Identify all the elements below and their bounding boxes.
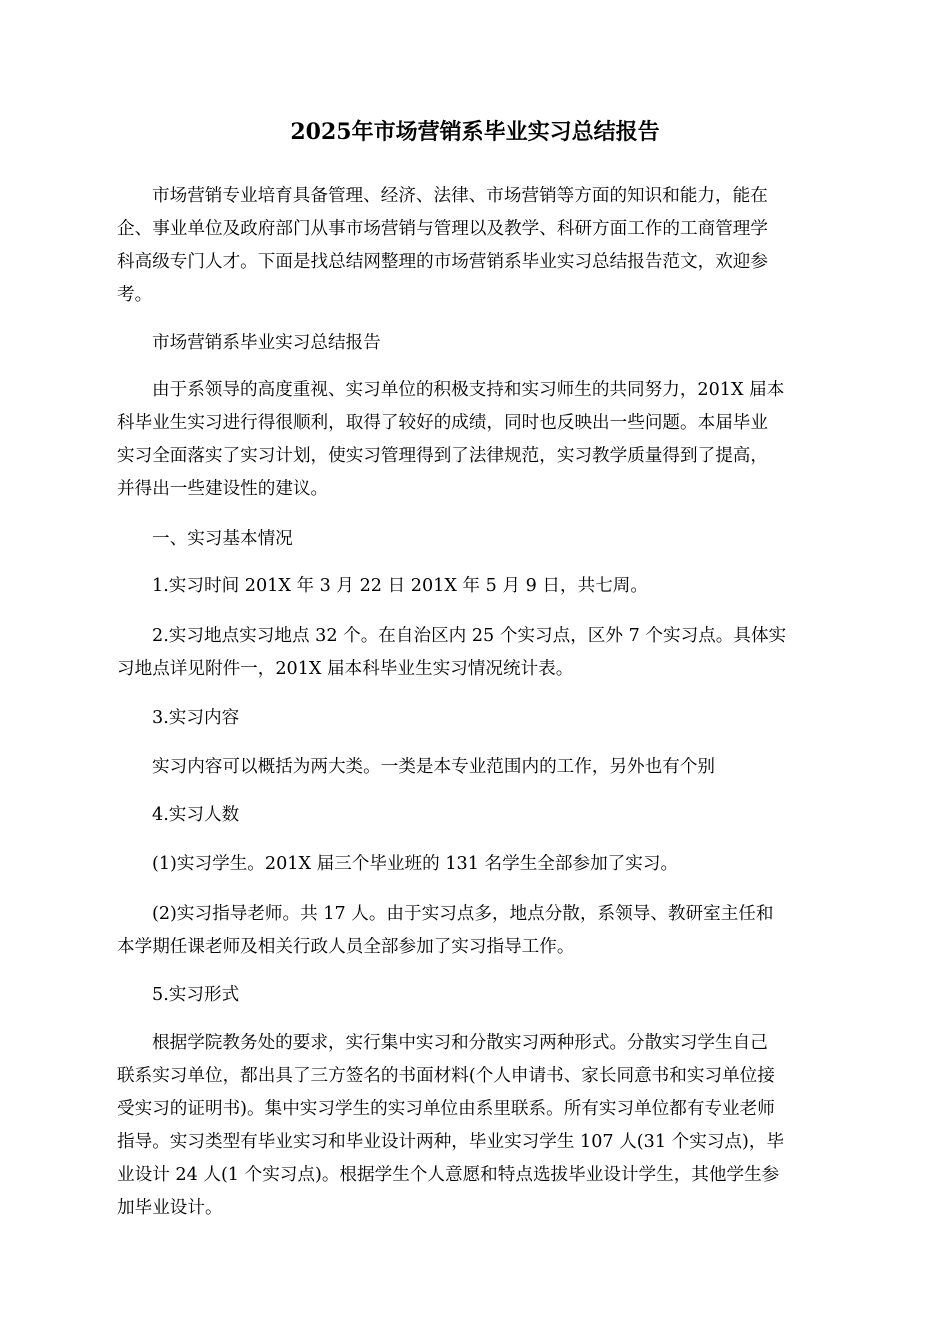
text-line: 根据学院教务处的要求，实行集中实习和分散实习两种形式。分散实习学生自己: [152, 1033, 768, 1053]
paragraph-item-1: [117, 570, 833, 603]
document-title: 2025年市场营销系毕业实习总结报告: [290, 119, 660, 145]
text-line: 本学期任课老师及相关行政人员全部参加了实习指导工作。: [117, 937, 575, 957]
text-line: 2.实习地点实习地点 32 个。在自治区内 25 个实习点，区外 7 个实习点。具体实: [152, 626, 787, 646]
text-line: (2)实习指导老师。共 17 人。由于实习点多，地点分散，系领导、教研室主任和: [152, 904, 774, 924]
text-line: 4.实习人数: [152, 805, 240, 825]
text-line: 科毕业生实习进行得很顺利，取得了较好的成绩，同时也反映出一些问题。本届毕业: [117, 413, 768, 433]
text-line: 企、事业单位及政府部门从事市场营销与管理以及教学、科研方面工作的工商管理学: [117, 219, 768, 239]
text-line: 受实习的证明书)。集中实习学生的实习单位由系里联系。所有实习单位都有专业老师: [117, 1099, 775, 1119]
paragraph-item-4: [117, 799, 833, 832]
text-line: 实习全面落实了实习计划，使实习管理得到了法律规范，实习教学质量得到了提高，: [117, 446, 768, 466]
subtitle-line: 市场营销系毕业实习总结报告: [152, 333, 381, 353]
paragraph-item-4-1: [117, 848, 833, 881]
text-line: 联系实习单位，都出具了三方签名的书面材料(个人申请书、家长同意书和实习单位接: [117, 1066, 775, 1086]
text-line: 指导。实习类型有毕业实习和毕业设计两种，毕业实习学生 107 人(31 个实习点)，毕: [117, 1132, 785, 1152]
paragraph-subtitle: [117, 327, 833, 360]
text-line: 3.实习内容: [152, 708, 240, 728]
paragraph-intro: [117, 180, 833, 312]
paragraph-overview: [117, 374, 833, 506]
section-heading-1: [117, 523, 833, 556]
text-line: 5.实习形式: [152, 985, 240, 1005]
text-line: 1.实习时间 201X 年 3 月 22 日 201X 年 5 月 9 日，共七周。: [152, 576, 648, 596]
paragraph-item-5-body: [117, 1027, 833, 1225]
text-line: 市场营销专业培育具备管理、经济、法律、市场营销等方面的知识和能力，能在: [152, 186, 768, 206]
paragraph-item-3-body: [117, 751, 833, 784]
text-line: 习地点详见附件一，201X 届本科毕业生实习情况统计表。: [117, 659, 574, 679]
paragraph-item-5: [117, 979, 833, 1012]
text-line: 考。: [117, 285, 153, 305]
text-line: 实习内容可以概括为两大类。一类是本专业范围内的工作，另外也有个别: [152, 757, 716, 777]
paragraph-item-3: [117, 702, 833, 735]
paragraph-item-2: [117, 620, 833, 686]
paragraph-item-4-2: [117, 898, 833, 964]
text-line: 由于系领导的高度重视、实习单位的积极支持和实习师生的共同努力，201X 届本: [152, 380, 785, 400]
text-line: (1)实习学生。201X 届三个毕业班的 131 名学生全部参加了实习。: [152, 854, 679, 874]
text-line: 科高级专门人才。下面是找总结网整理的市场营销系毕业实习总结报告范文，欢迎参: [117, 252, 768, 272]
text-line: 业设计 24 人(1 个实习点)。根据学生个人意愿和特点选拔毕业设计学生，其他学生参: [117, 1165, 780, 1185]
text-line: 并得出一些建设性的建议。: [117, 479, 329, 499]
heading-line: 一、实习基本情况: [152, 529, 293, 549]
text-line: 加毕业设计。: [117, 1198, 223, 1218]
